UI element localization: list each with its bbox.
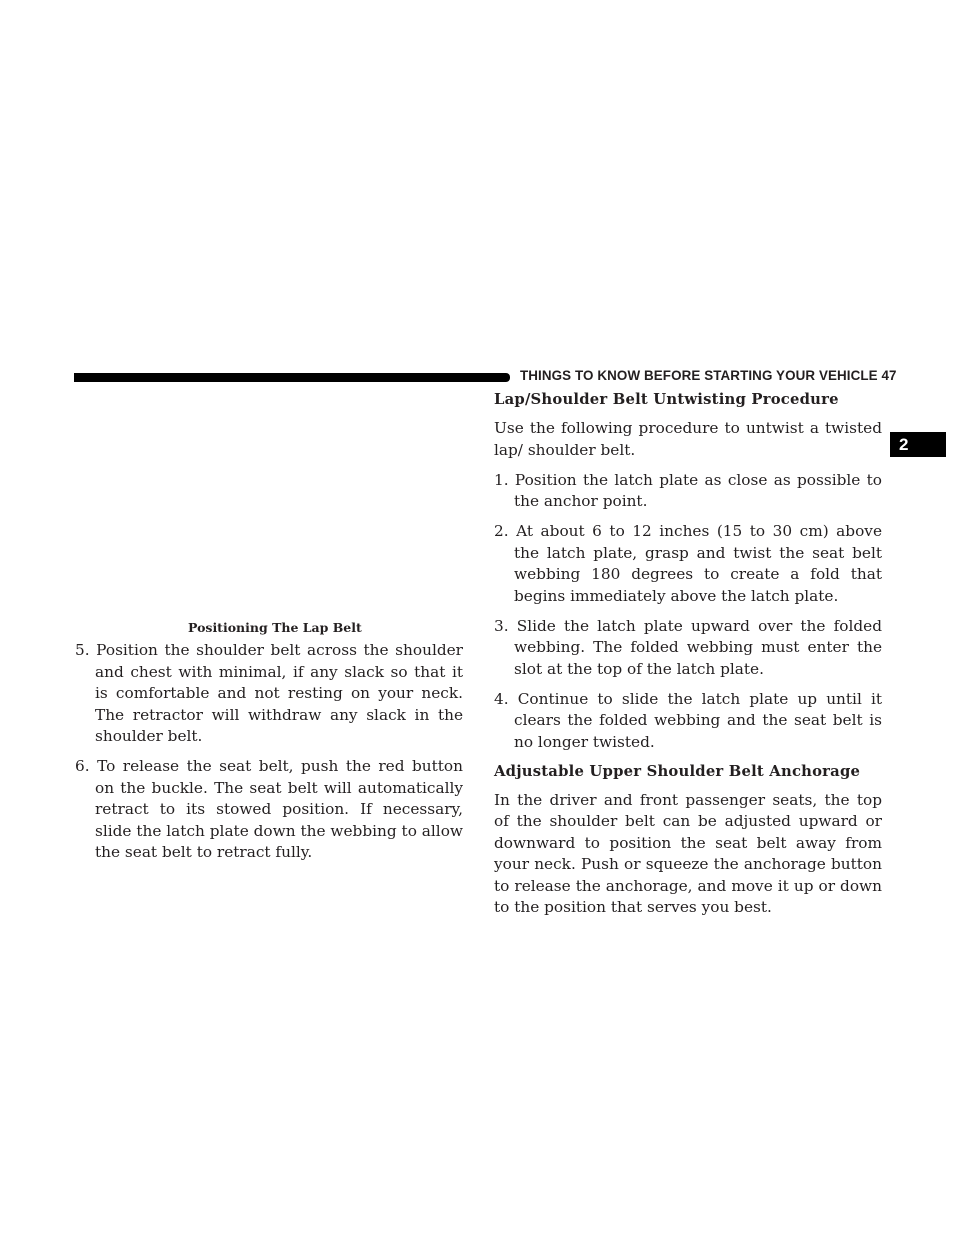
- section-heading: Lap/Shoulder Belt Untwisting Procedure: [494, 391, 839, 408]
- list-item: 4. Continue to slide the latch plate up until it clears the folded webbing and the seat belt is no longer twisted.: [494, 689, 882, 751]
- list-item: 5. Position the shoulder belt across the shoulder and chest with minimal, if any slack so that it is comfortable and not resting on your neck. The retractor will withdraw any slack in the shoulder belt.: [75, 641, 463, 745]
- section-body: In the driver and front passenger seats, the top of the shoulder belt can be adjusted upward or downward to position the seat belt away from your neck. Push or squeeze the anchorage button to release the anchorage, and move it up or down to the position that serves you best.: [494, 790, 882, 916]
- list-item: 3. Slide the latch plate upward over the folded webbing. The folded webbing must enter the slot at the top of the latch plate.: [494, 616, 882, 678]
- list-item: 2. At about 6 to 12 inches (15 to 30 cm) above the latch plate, grasp and twist the seat belt webbing 180 degrees to create a fold that begins immediately above the latch plate.: [494, 522, 882, 605]
- figure-caption: Positioning The Lap Belt: [188, 620, 362, 635]
- running-header: THINGS TO KNOW BEFORE STARTING YOUR VEHICLE 47: [520, 368, 897, 383]
- chapter-tab: 2: [890, 432, 946, 457]
- section-intro: Use the following procedure to untwist a twisted lap/ shoulder belt.: [494, 419, 882, 459]
- header-rule: [74, 373, 510, 382]
- left-column: [75, 640, 463, 872]
- section-heading: Adjustable Upper Shoulder Belt Anchorage: [494, 762, 861, 780]
- right-column: [494, 390, 882, 927]
- list-item: 1. Position the latch plate as close as possible to the anchor point.: [494, 470, 882, 510]
- list-item: 6. To release the seat belt, push the red button on the buckle. The seat belt will automatically retract to its stowed position. If necessary, slide the latch plate down the webbing to allow the seat belt to retract fully.: [75, 757, 463, 861]
